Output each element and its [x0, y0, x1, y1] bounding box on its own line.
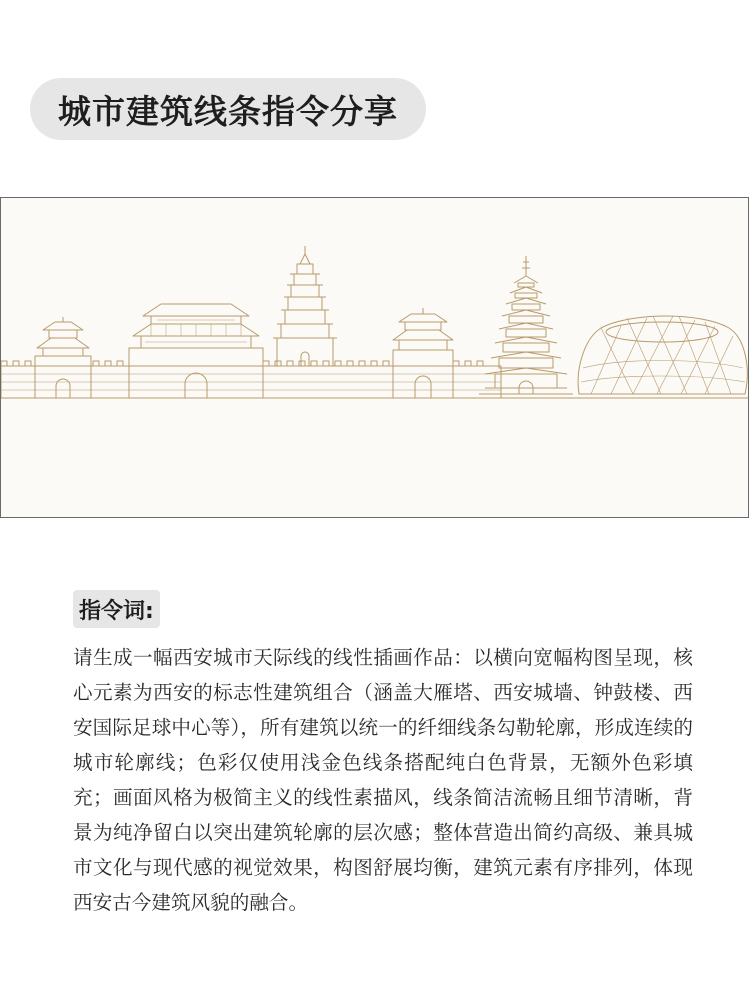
skyline-svg	[1, 198, 748, 517]
big-wild-goose-pagoda	[273, 246, 337, 366]
tall-pagoda	[479, 256, 573, 394]
city-wall	[1, 361, 501, 398]
bell-drum-tower	[129, 304, 263, 398]
page-title	[30, 78, 426, 140]
center-gate-tower	[393, 308, 453, 398]
left-gate-tower	[35, 317, 91, 398]
prompt-text: 请生成一幅西安城市天际线的线性插画作品：以横向宽幅构图呈现，核心元素为西安的标志性建筑组合（涵盖大雁塔、西安城墙、钟鼓楼、西安国际足球中心等），所有建筑以统一的纤细线条勾勒轮廓，形成连续的城市轮廓线；色彩仅使用浅金色线条搭配纯白色背景，无额外色彩填充；画面风格为极简主义的线性素描风，线条简洁流畅且细节清晰，背景为纯净留白以突出建筑轮廓的层次感；整体营造出简约高级、兼具城市文化与现代感的视觉效果，构图舒展均衡，建筑元素有序排列，体现西安古今建筑风貌的融合。	[73, 646, 693, 914]
skyline-illustration	[0, 197, 749, 518]
prompt-label	[73, 590, 160, 628]
page-title-text: 城市建筑线条指令分享	[58, 91, 398, 131]
xian-international-football-center	[578, 316, 747, 394]
prompt-label-text: 指令词:	[79, 598, 154, 624]
